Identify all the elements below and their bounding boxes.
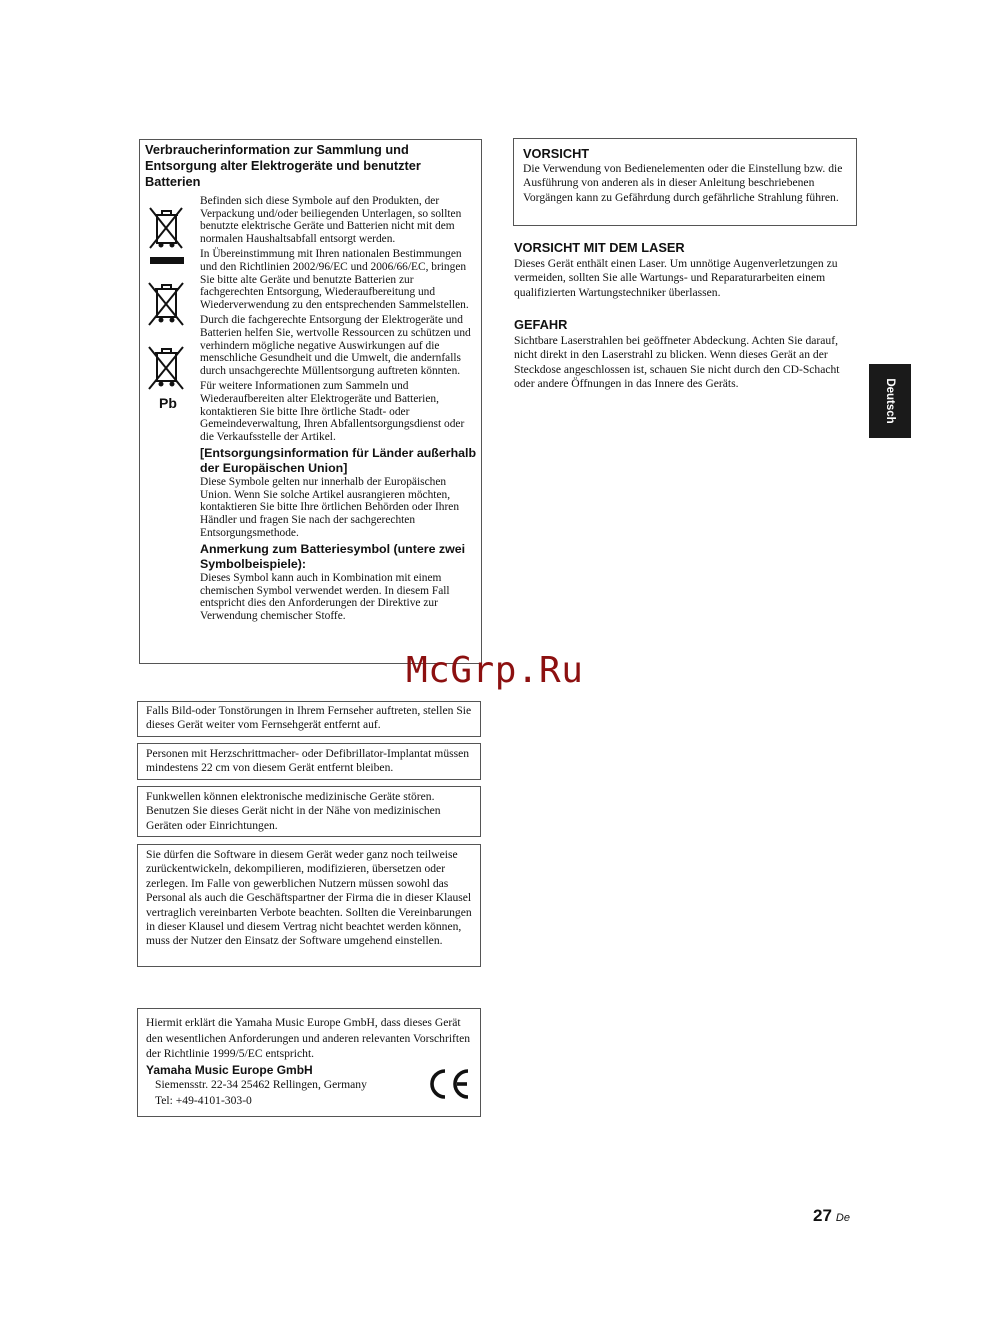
notice-text: Falls Bild-oder Tonstörungen in Ihrem Fernseher auftreten, stellen Sie dieses Gerät weiter vom Fernsehgerät entfernt auf. [146, 704, 472, 732]
crossed-bin-icon [146, 345, 186, 395]
caution-title: VORSICHT [523, 146, 590, 161]
pb-chemical-label: Pb [159, 395, 177, 411]
crossed-bin-icon [146, 202, 186, 262]
laser-text: Dieses Gerät enthält einen Laser. Um unnötige Augenverletzungen zu vermeiden, sollten Sie alle Wartungs- und Reparaturarbeiten einem qualifizierten Wartungstechniker überlassen. [514, 257, 838, 299]
watermark: McGrp.Ru [406, 650, 584, 691]
notice-pacemaker [137, 743, 481, 780]
caution-box [513, 138, 857, 226]
notice-text: Personen mit Herzschrittmacher- oder Defibrillator-Implantat müssen mindestens 22 cm von diesem Gerät entfernt bleiben. [146, 747, 470, 775]
danger-section [514, 317, 859, 392]
weee-info-box [139, 139, 482, 664]
notice-tv-interference [137, 701, 481, 737]
danger-title: GEFAHR [514, 317, 568, 332]
declaration-box [137, 1008, 481, 1117]
weee-paragraph: Dieses Symbol kann auch in Kombination mit einem chemischen Symbol verwendet werden. In diesem Fall entspricht dies den Anforderungen der Direktive zur Verwendung chemischer Stoffe. [200, 572, 450, 623]
page-number [813, 1206, 850, 1226]
weee-paragraph: Befinden sich diese Symbole auf den Produkten, der Verpackung und/oder beiliegenden Unterlagen, so sollten benutzte elektrische Geräte und Batterien nicht mit dem normalen Haushaltsabfall entsorgt werden. [200, 195, 462, 245]
notice-software [137, 844, 481, 967]
notice-text: Sie dürfen die Software in diesem Gerät weder ganz noch teilweise zurückentwickeln, dekompilieren, modifizieren, übersetzen oder zerlegen. Im Falle von gewerblichen Nutzern müssen sowohl das Personal als auch die Geschäftspartner der Firma die in dieser Klausel vertraglich vereinbarten Verbote beachten. Sollten die Vereinbarungen in dieser Klausel und diesem Vertrag nicht beachtet werden können, muss der Nutzer den Einsatz der Software umgehend einstellen. [146, 848, 472, 948]
weee-paragraph: Durch die fachgerechte Entsorgung der Elektrogeräte und Batterien helfen Sie, wertvolle Ressourcen zu schützen und verhindern mögliche negative Auswirkungen auf die menschliche Gesundheit und die Umwelt, die andernfalls durch unsachgerechte Müllentsorgung auftreten könnten. [200, 314, 471, 377]
solid-bar-icon [150, 257, 184, 264]
danger-text: Sichtbare Laserstrahlen bei geöffneter Abdeckung. Achten Sie darauf, nicht direkt in den Laserstrahl zu blicken. Wenn dieses Gerät an der Steckdose angeschlossen ist, schauen Sie nicht durch den CD-Schacht oder andere Öffnungen in das Innere des Geräts. [514, 334, 840, 391]
company-phone: Tel: +49-4101-303-0 [155, 1093, 252, 1107]
declaration-text: Hiermit erklärt die Yamaha Music Europe GmbH, dass dieses Gerät den wesentlichen Anforderungen und anderen relevanten Vorschriften der Richtlinie 1999/5/EC entspricht. [146, 1016, 471, 1060]
notice-medical-devices [137, 786, 481, 837]
language-side-tab [869, 364, 911, 438]
page-language: De [835, 1212, 850, 1224]
weee-title: Verbraucherinformation zur Sammlung und Entsorgung alter Elektrogeräte und benutzter Batterien [145, 142, 421, 189]
company-address: Siemensstr. 22-34 25462 Rellingen, Germany [155, 1077, 367, 1091]
crossed-bin-icon [146, 281, 186, 331]
weee-paragraph: Diese Symbole gelten nur innerhalb der Europäischen Union. Wenn Sie solche Artikel ausrangieren möchten, kontaktieren Sie bitte Ihre örtlichen Behörden oder Ihren Händler und fragen Sie nach der sachgerechten Entsorgungsmethode. [200, 476, 460, 539]
company-name: Yamaha Music Europe GmbH [146, 1062, 313, 1077]
notice-text: Funkwellen können elektronische medizinische Geräte stören. Benutzen Sie dieses Gerät nicht in der Nähe von medizinischen Geräten oder Einrichtungen. [146, 790, 441, 832]
language-tab-label: Deutsch [884, 378, 896, 424]
weee-body [200, 195, 478, 623]
caution-text: Die Verwendung von Bedienelementen oder die Einstellung bzw. die Ausführung von anderen als in dieser Anleitung beschriebenen Vorgängen kann zu Gefährdung durch gefährliche Strahlung führen. [523, 162, 843, 204]
weee-paragraph: In Übereinstimmung mit Ihren nationalen Bestimmungen und den Richtlinien 2002/96/EC und 2006/66/EC, bringen Sie bitte alte Geräte und benutzte Batterien zur fachgerechten Entsorgung, Wiederaufbereitung und Wiederverwendung zu den entsprechenden Sammelstellen. [200, 248, 469, 311]
laser-section [514, 240, 859, 300]
ce-mark-icon [426, 1067, 472, 1101]
weee-paragraph: Für weitere Informationen zum Sammeln und Wiederaufbereiten alter Elektrogeräte und Batterien, kontaktieren Sie bitte Ihre örtliche Stadt- oder Gemeindeverwaltung, Ihren Abfallentsorgungsdienst oder die Verkaufsstelle der Artikel. [200, 380, 465, 443]
laser-title: VORSICHT MIT DEM LASER [514, 240, 685, 255]
page-number-value: 27 [813, 1206, 832, 1225]
non-eu-heading: [Entsorgungsinformation für Länder außerhalb der Europäischen Union] [200, 446, 477, 475]
battery-symbol-heading: Anmerkung zum Batteriesymbol (untere zwei Symbolbeispiele): [200, 542, 466, 571]
